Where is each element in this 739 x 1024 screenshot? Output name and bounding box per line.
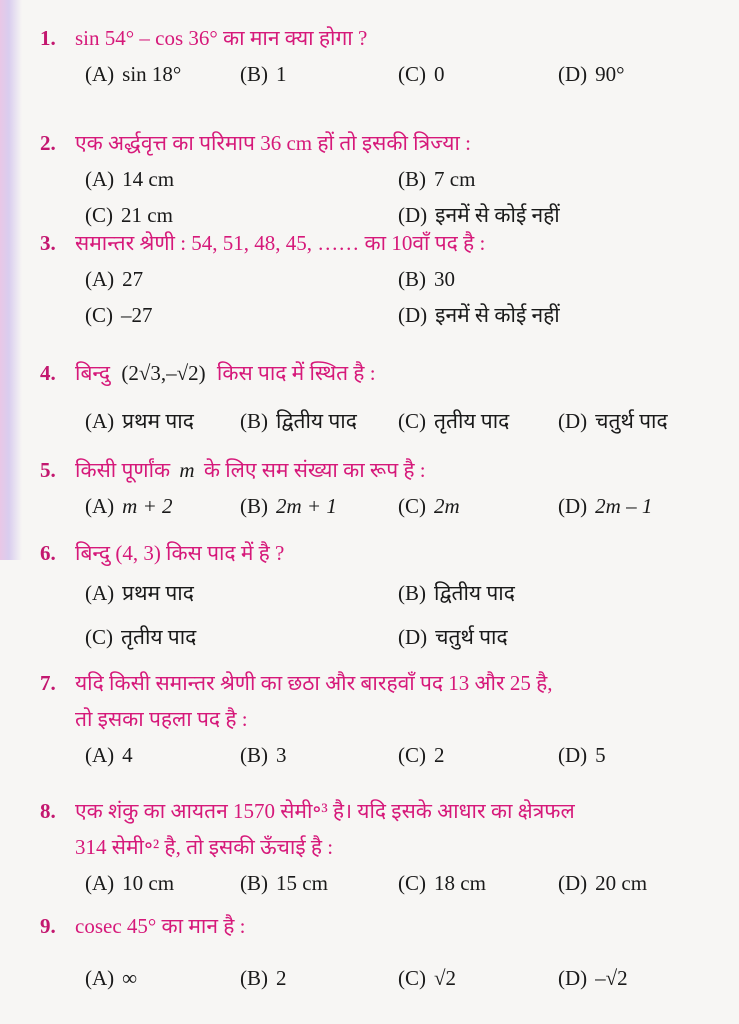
question-5 [40, 452, 719, 524]
option-d[interactable]: (D) 2m – 1 [558, 494, 653, 518]
question-number: 9. [40, 914, 56, 938]
question-number: 6. [40, 541, 56, 565]
question-text: 3. समान्तर श्रेणी : 54, 51, 48, 45, …… का 10वाँ पद है : [40, 225, 719, 261]
question-8 [40, 793, 719, 901]
option-c[interactable]: (C) 2m [398, 494, 460, 518]
question-text: 5. किसी पूर्णांक m के लिए सम संख्या का रूप है : [40, 452, 719, 488]
question-4 [40, 355, 719, 439]
question-1 [40, 20, 719, 92]
option-b[interactable]: (B) 7 cm [398, 167, 476, 191]
question-number: 1. [40, 26, 56, 50]
question-text-line-2: 314 सेमी॰² है, तो इसकी ऊँचाई है : [75, 835, 334, 859]
option-d[interactable]: (D) 5 [558, 743, 606, 767]
question-number: 2. [40, 131, 56, 155]
options-row [40, 488, 719, 524]
option-c[interactable]: (C) √2 [398, 966, 457, 990]
option-d[interactable]: (D) –√2 [558, 966, 628, 990]
options-row [40, 56, 719, 92]
option-b[interactable]: (B) 1 [240, 62, 287, 86]
question-3 [40, 225, 719, 333]
options-row [40, 161, 719, 197]
question-number: 4. [40, 361, 56, 385]
question-text: 4. बिन्दु (2√3,–√2) किस पाद में स्थित है : [40, 355, 719, 391]
question-text: 2. एक अर्द्धवृत्त का परिमाप 36 cm हों तो इसकी त्रिज्या : [40, 125, 719, 161]
question-text: 1. sin 54° – cos 36° का मान क्या होगा ? [40, 20, 719, 56]
option-a[interactable]: (A) 14 cm [85, 167, 175, 191]
option-a[interactable]: (A) 27 [85, 267, 144, 291]
option-b[interactable]: (B) 2m + 1 [240, 494, 337, 518]
options-row [40, 865, 719, 901]
option-d[interactable]: (D) चतुर्थ पाद [398, 625, 508, 649]
option-b[interactable]: (B) 15 cm [240, 871, 328, 895]
option-d[interactable]: (D) 90° [558, 62, 625, 86]
point-coordinates: (2√3,–√2) [121, 361, 206, 385]
option-d[interactable]: (D) इनमें से कोई नहीं [398, 203, 560, 227]
option-b[interactable]: (B) 30 [398, 267, 455, 291]
question-2 [40, 125, 719, 233]
question-text: 9. cosec 45° का मान है : [40, 908, 719, 944]
variable-m: m [179, 458, 195, 482]
option-d[interactable]: (D) 20 cm [558, 871, 648, 895]
option-a[interactable]: (A) प्रथम पाद [85, 409, 194, 433]
option-c[interactable]: (C) 2 [398, 743, 445, 767]
option-c[interactable]: (C) तृतीय पाद [398, 409, 510, 433]
option-d[interactable]: (D) चतुर्थ पाद [558, 409, 668, 433]
option-c[interactable]: (C) 0 [398, 62, 445, 86]
option-b[interactable]: (B) 2 [240, 966, 287, 990]
question-number: 7. [40, 671, 56, 695]
option-a[interactable]: (A) sin 18° [85, 62, 182, 86]
options-row [40, 960, 719, 996]
options-row [40, 619, 719, 655]
question-number: 5. [40, 458, 56, 482]
option-c[interactable]: (C) तृतीय पाद [85, 625, 197, 649]
question-9 [40, 908, 719, 996]
options-row [40, 575, 719, 611]
question-number: 8. [40, 799, 56, 823]
option-a[interactable]: (A) m + 2 [85, 494, 173, 518]
option-a[interactable]: (A) प्रथम पाद [85, 581, 194, 605]
question-text: 6. बिन्दु (4, 3) किस पाद में है ? [40, 535, 719, 571]
question-number: 3. [40, 231, 56, 255]
option-d[interactable]: (D) इनमें से कोई नहीं [398, 303, 560, 327]
options-row [40, 297, 719, 333]
question-6 [40, 535, 719, 655]
question-text-line-2: तो इसका पहला पद है : [75, 707, 248, 731]
options-row [40, 261, 719, 297]
option-b[interactable]: (B) द्वितीय पाद [398, 581, 515, 605]
question-7 [40, 665, 719, 773]
option-c[interactable]: (C) 18 cm [398, 871, 486, 895]
question-text: 7. यदि किसी समान्तर श्रेणी का छठा और बारहवाँ पद 13 और 25 है, [40, 665, 719, 701]
option-b[interactable]: (B) द्वितीय पाद [240, 409, 357, 433]
option-a[interactable]: (A) 4 [85, 743, 133, 767]
option-a[interactable]: (A) 10 cm [85, 871, 175, 895]
question-text: 8. एक शंकु का आयतन 1570 सेमी॰³ है। यदि इसके आधार का क्षेत्रफल [40, 793, 719, 829]
option-b[interactable]: (B) 3 [240, 743, 287, 767]
option-c[interactable]: (C) –27 [85, 303, 153, 327]
option-a[interactable]: (A) ∞ [85, 966, 138, 990]
options-row [40, 403, 719, 439]
option-c[interactable]: (C) 21 cm [85, 203, 173, 227]
options-row [40, 737, 719, 773]
